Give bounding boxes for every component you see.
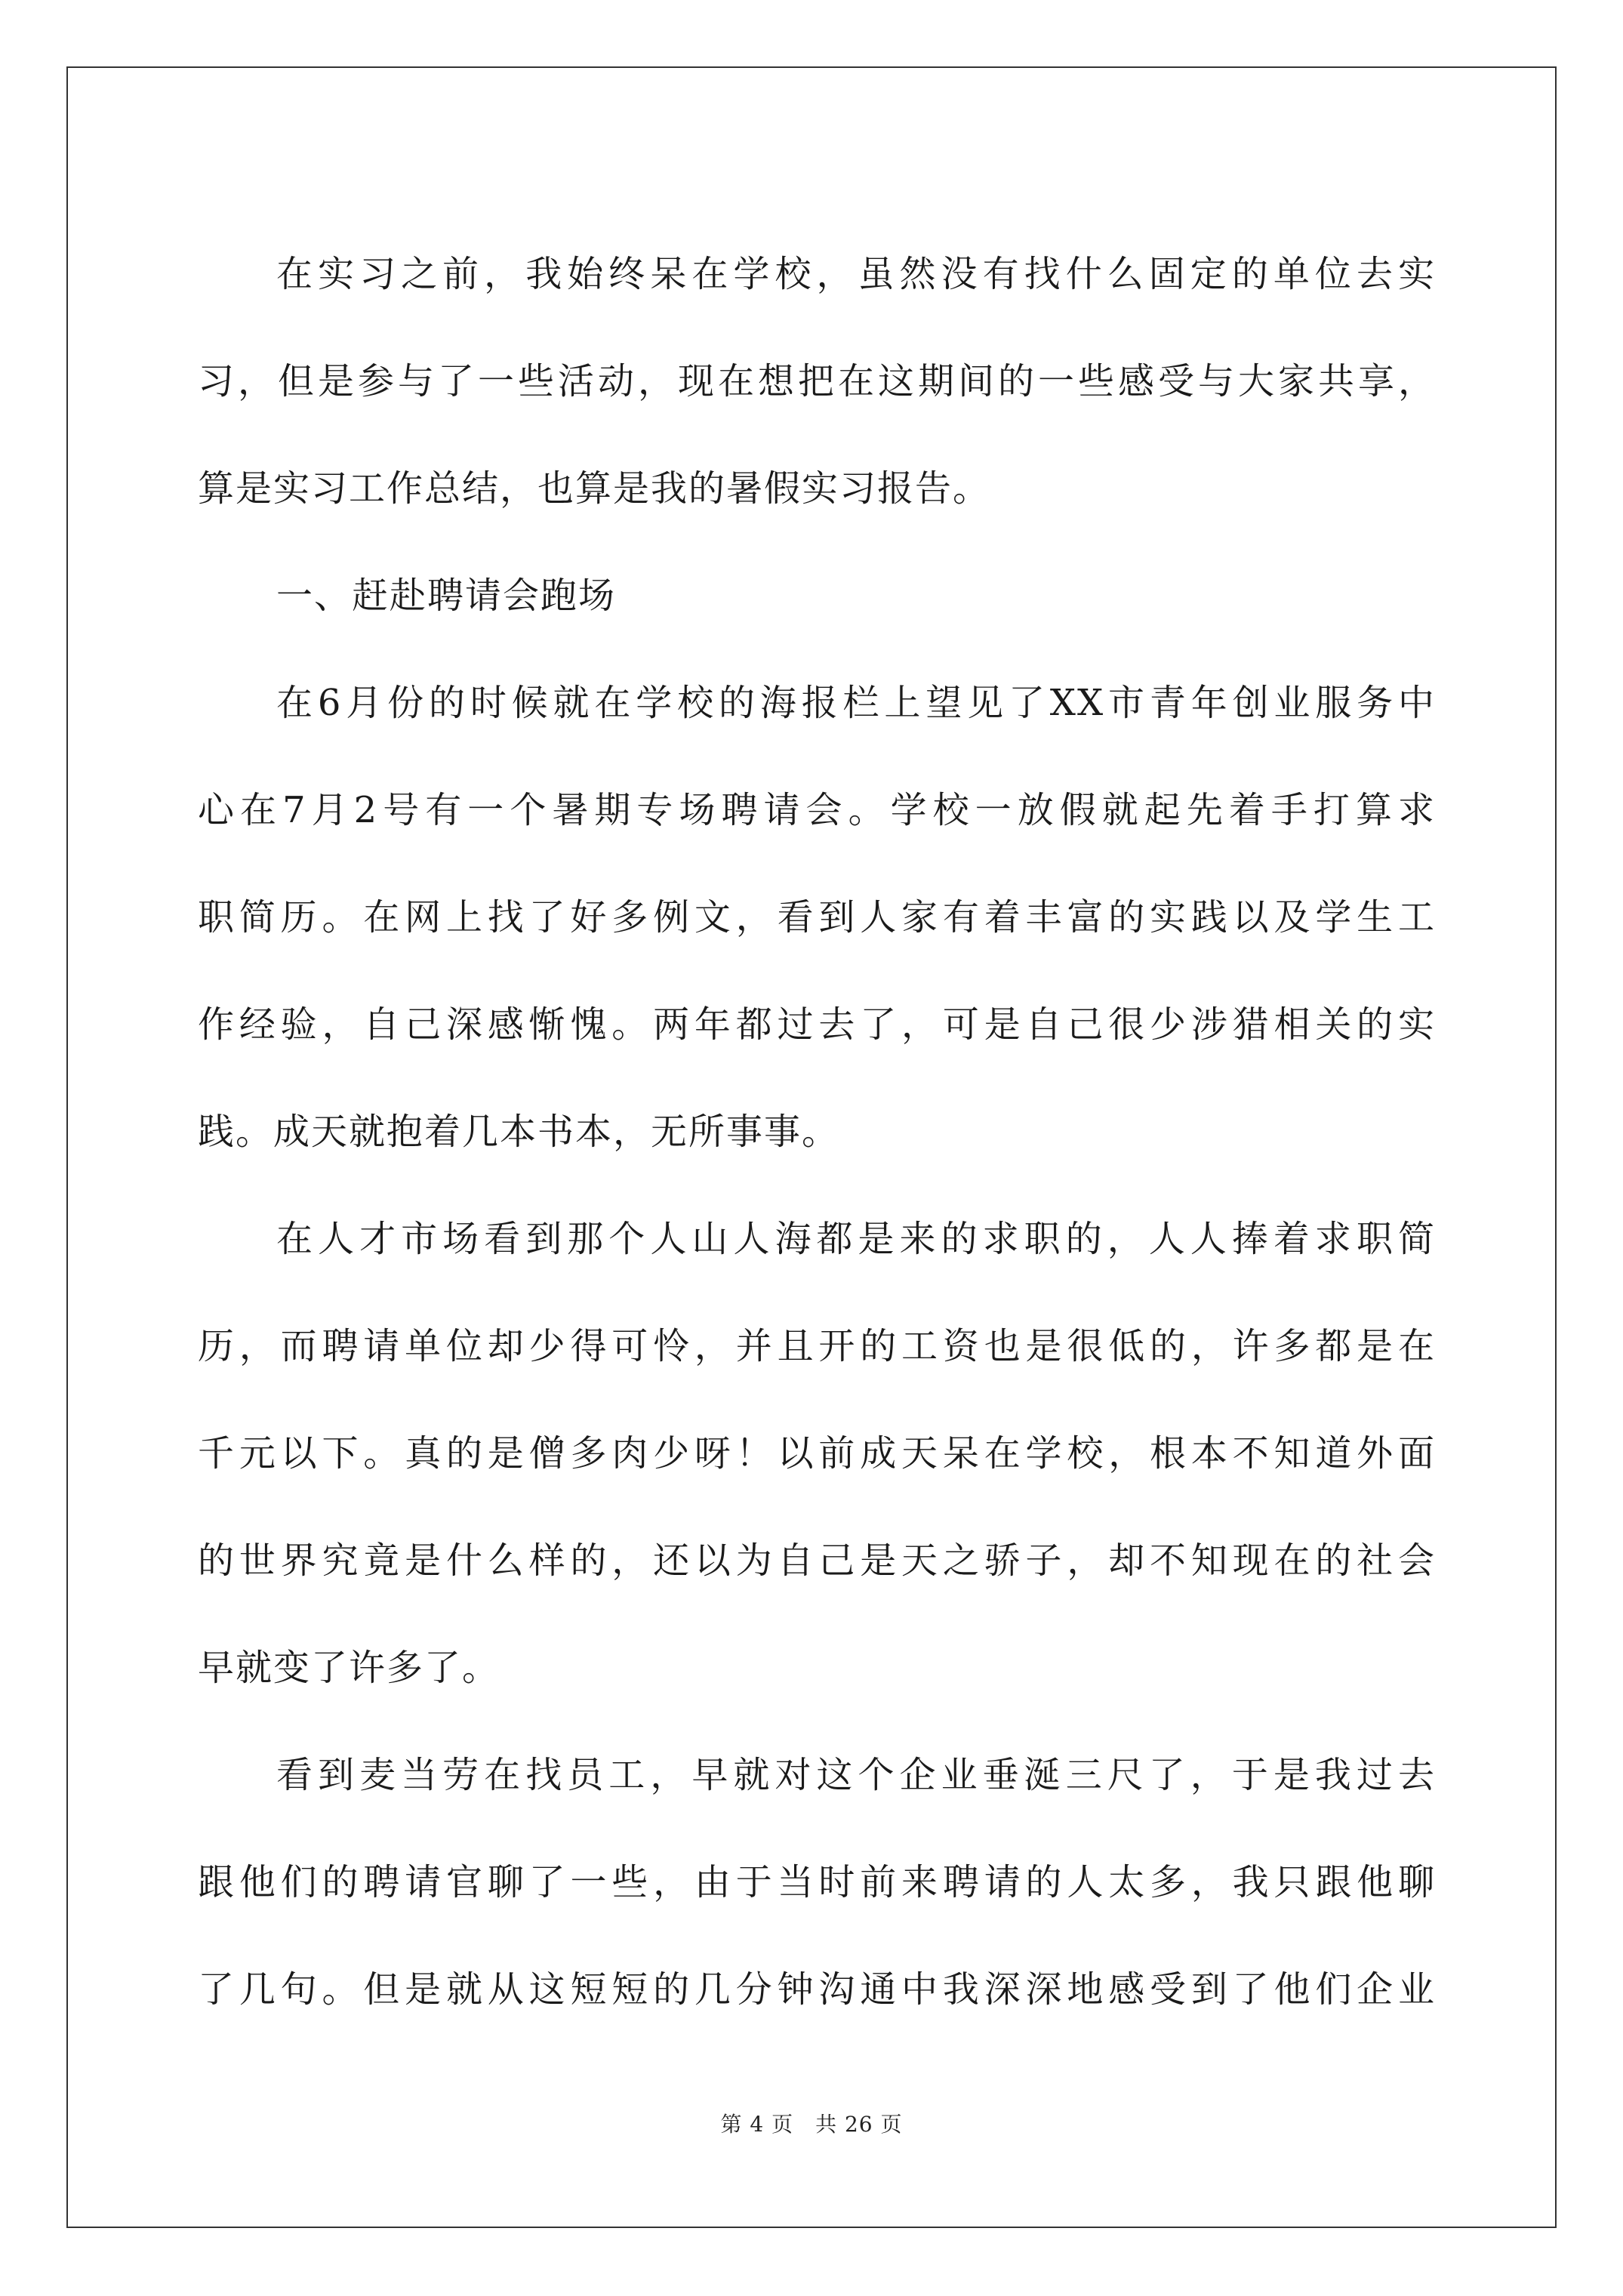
text-line: 跟他们的聘请官聊了一些，由于当时前来聘请的人太多，我只跟他聊 bbox=[198, 1861, 1436, 1903]
text-line: 算是实习工作总结，也算是我的暑假实习报告。 bbox=[198, 467, 991, 510]
text-line: 践。成天就抱着几本书本，无所事事。 bbox=[198, 1111, 840, 1153]
text-line: 早就变了许多了。 bbox=[198, 1647, 500, 1689]
text-line: 一、赶赴聘请会跑场 bbox=[276, 575, 617, 617]
text-line: 作经验，自己深感惭愧。两年都过去了，可是自己很少涉猎相关的实 bbox=[198, 1003, 1436, 1046]
text-line: 习，但是参与了一些活动，现在想把在这期间的一些感受与大家共享， bbox=[198, 360, 1436, 402]
text-line: 了几句。但是就从这短短的几分钟沟通中我深深地感受到了他们企业 bbox=[198, 1968, 1436, 2011]
text-line: 在人才市场看到那个人山人海都是来的求职的，人人捧着求职简 bbox=[276, 1218, 1436, 1260]
text-line: 历，而聘请单位却少得可怜，并且开的工资也是很低的，许多都是在 bbox=[198, 1325, 1436, 1367]
text-line: 心在7月2号有一个暑期专场聘请会。学校一放假就起先着手打算求 bbox=[198, 789, 1436, 831]
page-footer: 第 4 页 共 26 页 bbox=[720, 2112, 903, 2137]
text-line: 的世界究竟是什么样的，还以为自己是天之骄子，却不知现在的社会 bbox=[198, 1539, 1436, 1582]
text-line: 在6月份的时候就在学校的海报栏上望见了XX市青年创业服务中 bbox=[276, 682, 1436, 724]
text-line: 职简历。在网上找了好多例文，看到人家有着丰富的实践以及学生工 bbox=[198, 896, 1436, 938]
text-line: 千元以下。真的是僧多肉少呀！以前成天呆在学校，根本不知道外面 bbox=[198, 1432, 1436, 1475]
text-line: 看到麦当劳在找员工，早就对这个企业垂涎三尺了，于是我过去 bbox=[276, 1754, 1436, 1796]
text-line: 在实习之前，我始终呆在学校，虽然没有找什么固定的单位去实 bbox=[276, 253, 1436, 295]
document-body bbox=[198, 220, 1436, 2043]
